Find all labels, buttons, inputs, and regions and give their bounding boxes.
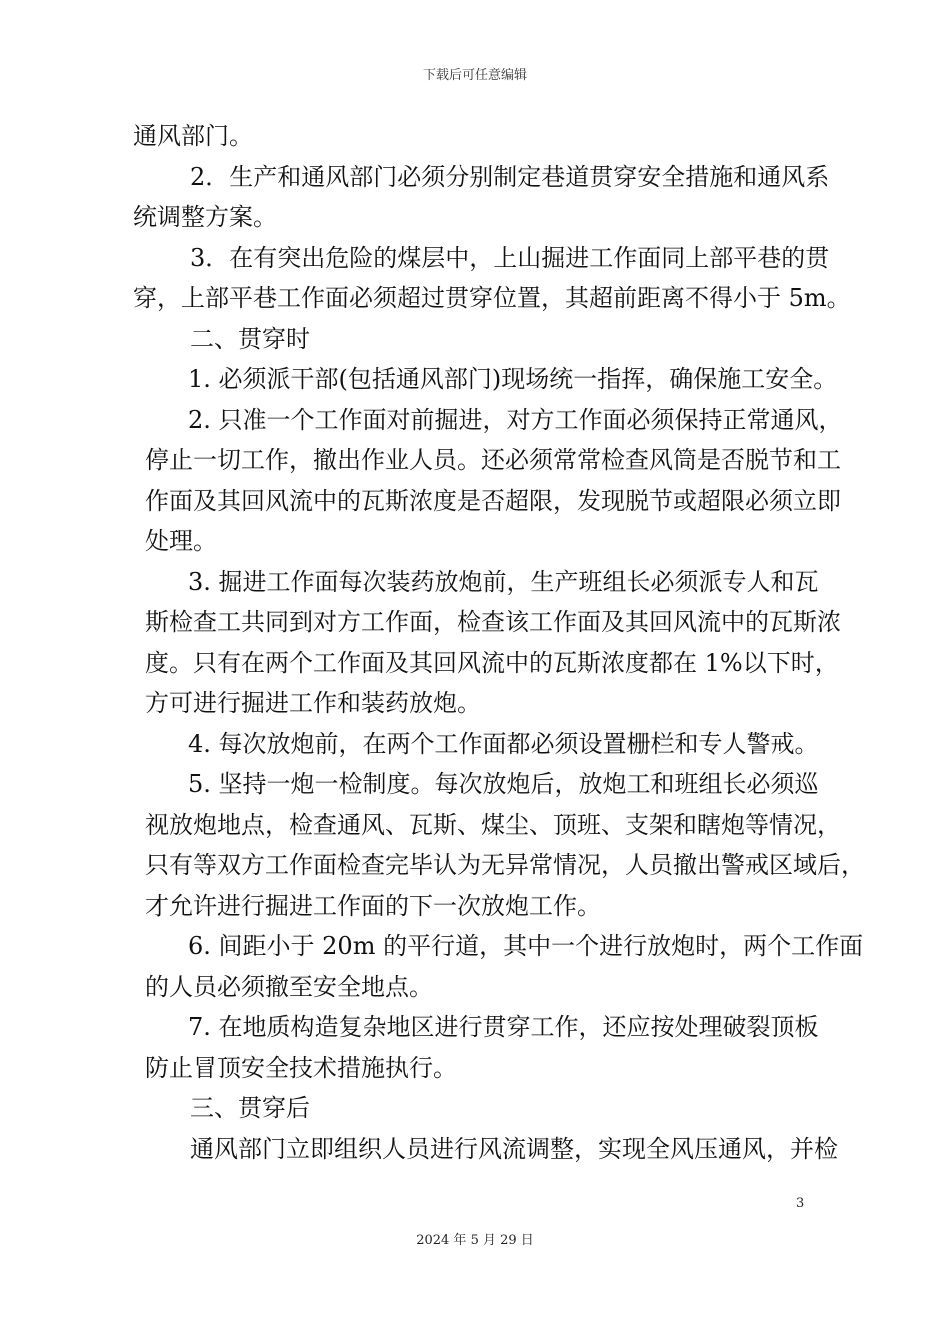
- page-number: 3: [796, 1196, 805, 1211]
- footer-date: 2024 年 5 月 29 日: [416, 1233, 534, 1248]
- text-line: 度。只有在两个工作面及其回风流中的瓦斯浓度都在 1%以下时，: [145, 648, 839, 677]
- text-line: 的人员必须撤至安全地点。: [145, 972, 433, 1001]
- text-line: 防止冒顶安全技术措施执行。: [145, 1053, 457, 1082]
- text-line: 停止一切工作，撤出作业人员。还必须常常检查风筒是否脱节和工: [145, 446, 841, 474]
- text-line: 才允许进行掘进工作面的下一次放炮工作。: [145, 891, 601, 920]
- text-line: 7. 在地质构造复杂地区进行贯穿工作，还应按处理破裂顶板: [188, 1013, 819, 1041]
- text-line: 通风部门。: [133, 122, 253, 150]
- section-heading: 二、贯穿时: [190, 324, 310, 353]
- text-line: 穿，上部平巷工作面必须超过贯穿位置，其超前距离不得小于 5m。: [133, 284, 851, 312]
- page-header-note: 下载后可任意编辑: [422, 68, 527, 83]
- section-heading: 三、贯穿后: [190, 1094, 310, 1122]
- text-line: 视放炮地点，检查通风、瓦斯、煤尘、顶班、支架和瞎炮等情况，: [145, 810, 841, 839]
- text-line: 只有等双方工作面检查完毕认为无异常情况，人员撤出警戒区域后，: [145, 851, 865, 879]
- text-line: 作面及其回风流中的瓦斯浓度是否超限，发现脱节或超限必须立即: [145, 486, 841, 515]
- text-line: 3．在有突出危险的煤层中，上山掘进工作面同上部平巷的贯: [190, 243, 830, 272]
- text-line: 斯检查工共同到对方工作面，检查该工作面及其回风流中的瓦斯浓: [145, 608, 841, 636]
- text-line: 5. 坚持一炮一检制度。每次放炮后，放炮工和班组长必须巡: [188, 770, 819, 798]
- text-line: 方可进行掘进工作和装药放炮。: [145, 689, 481, 717]
- text-line: 4. 每次放炮前，在两个工作面都必须设置栅栏和专人警戒。: [188, 729, 819, 758]
- text-line: 2. 只准一个工作面对前掘进，对方工作面必须保持正常通风，: [188, 405, 843, 434]
- text-line: 统调整方案。: [133, 203, 277, 231]
- text-line: 6. 间距小于 20m 的平行道，其中一个进行放炮时，两个工作面: [188, 932, 864, 960]
- text-line: 处理。: [145, 527, 217, 555]
- text-line: 3. 掘进工作面每次装药放炮前，生产班组长必须派专人和瓦: [188, 567, 819, 596]
- text-line: 1. 必须派干部(包括通风部门)现场统一指挥，确保施工安全。: [188, 365, 838, 393]
- text-line: 通风部门立即组织人员进行风流调整，实现全风压通风，并检: [190, 1134, 838, 1163]
- text-line: 2．生产和通风部门必须分别制定巷道贯穿安全措施和通风系: [190, 162, 830, 191]
